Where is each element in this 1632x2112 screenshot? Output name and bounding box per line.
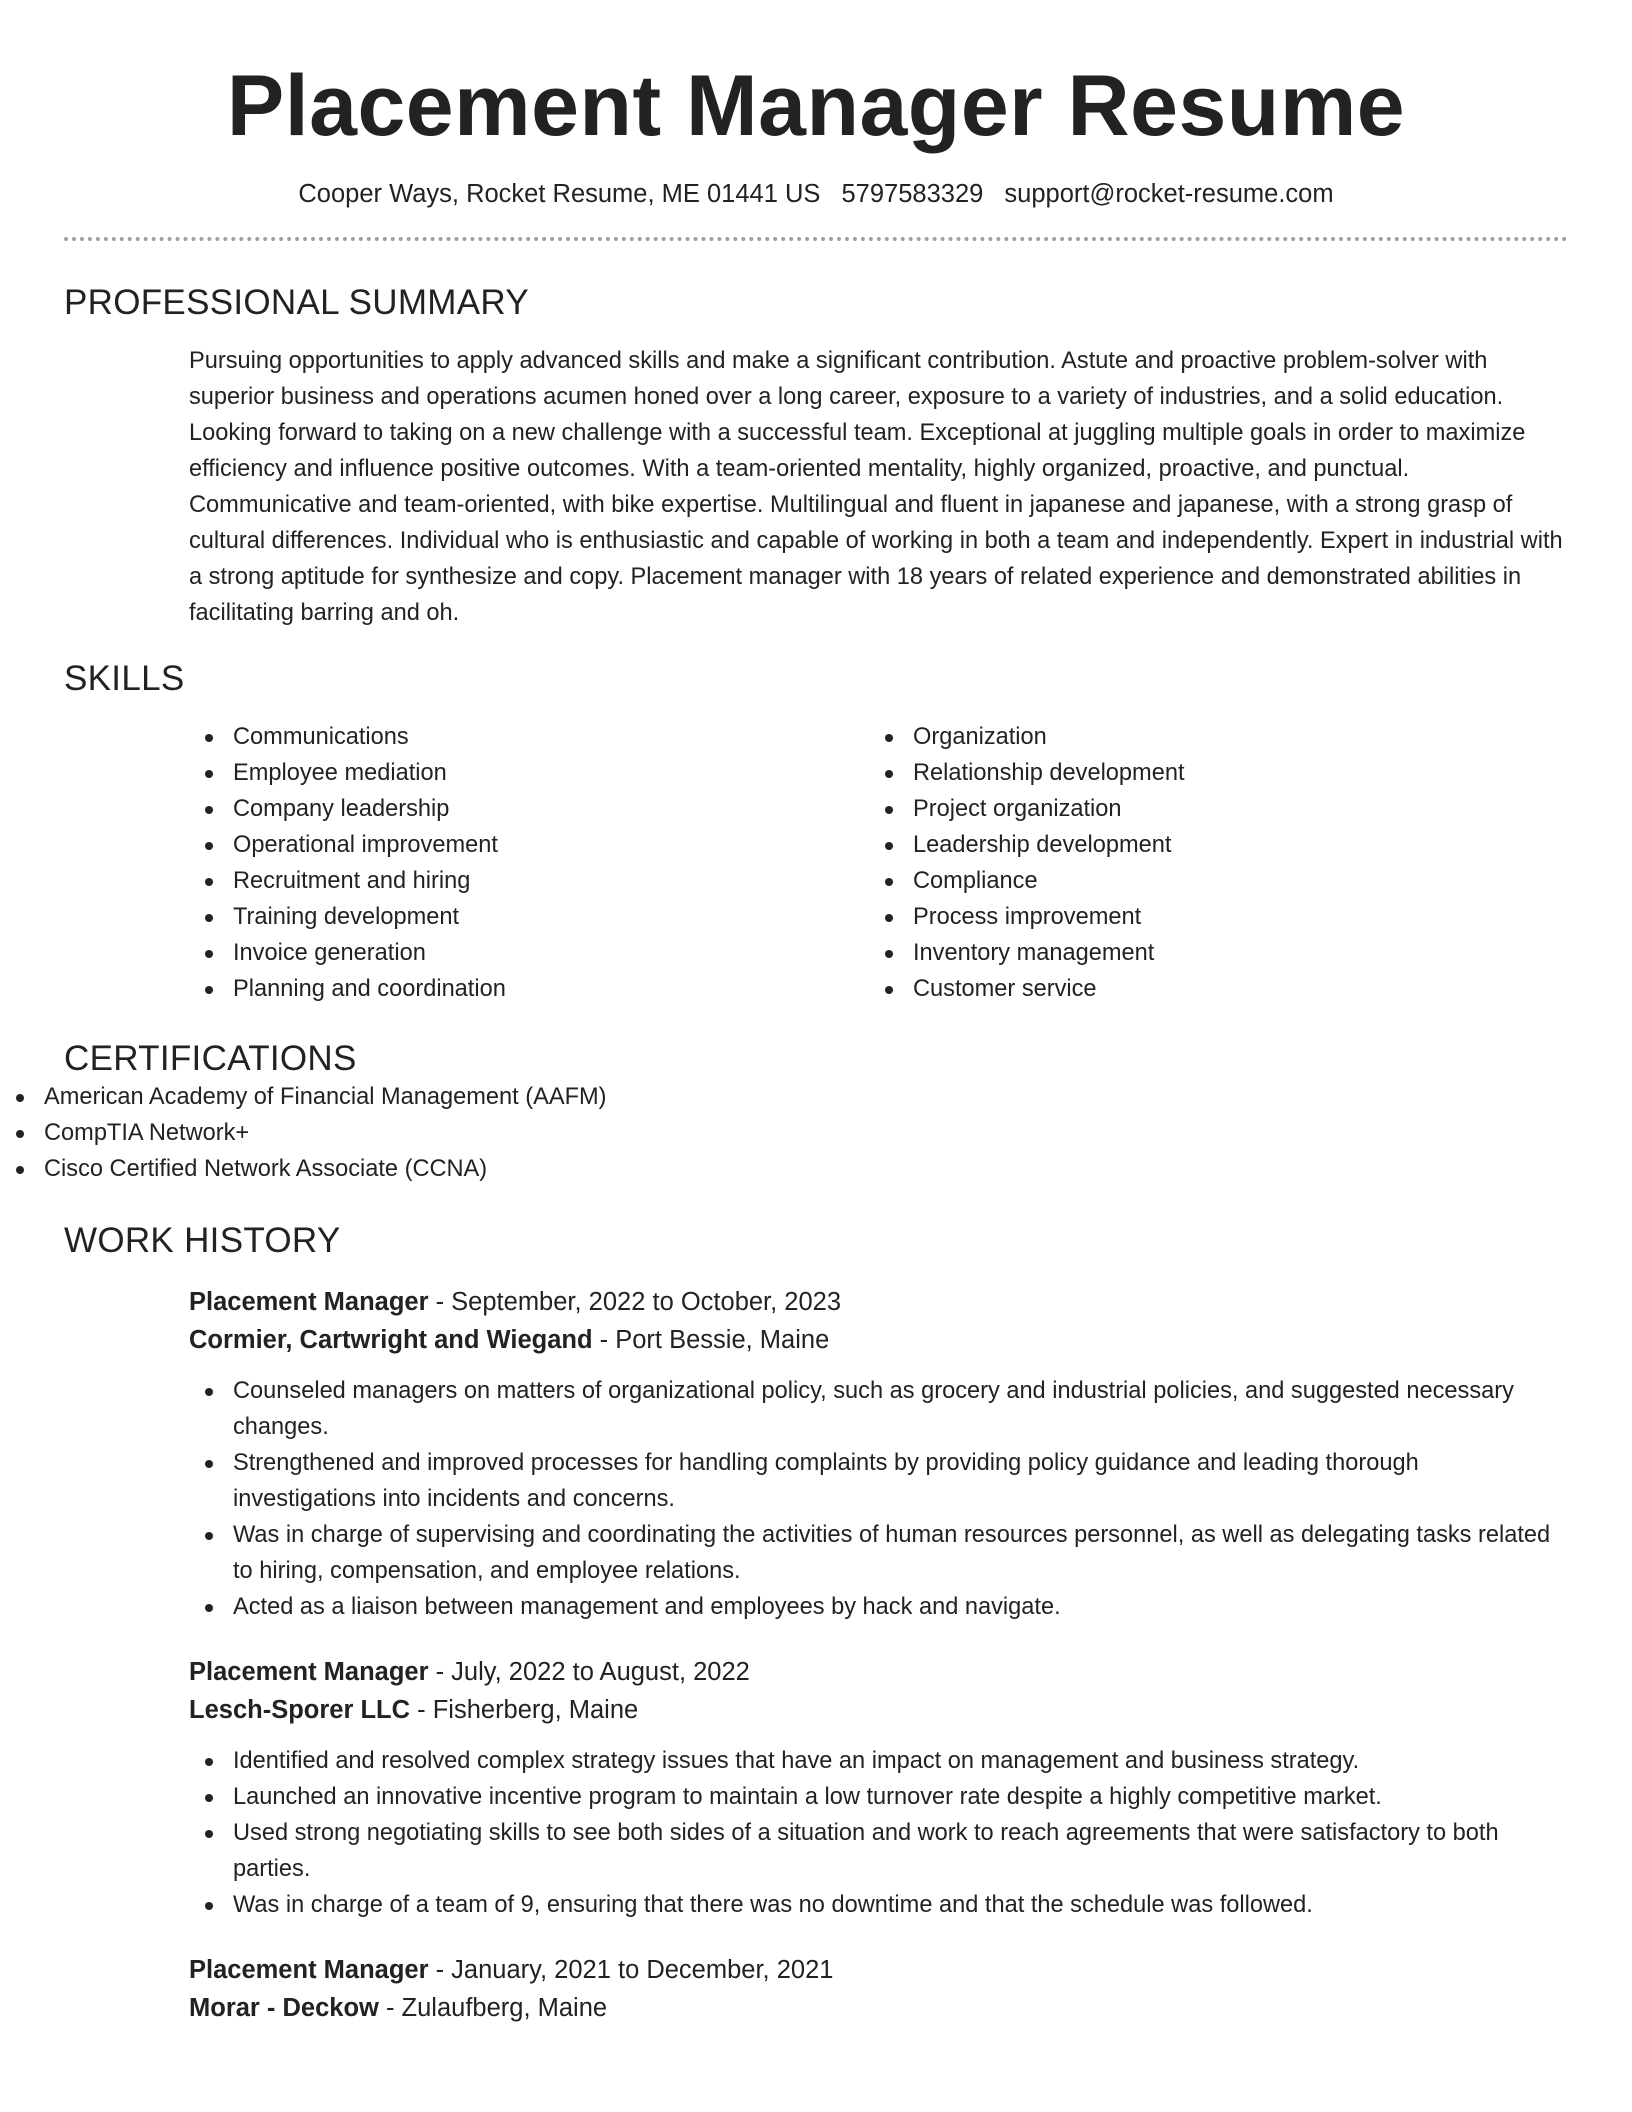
skill-item: Training development — [189, 899, 869, 935]
skill-item: Company leadership — [189, 791, 869, 827]
job-bullet: Counseled managers on matters of organizational policy, such as grocery and industrial policies, and suggested necessary changes. — [189, 1373, 1568, 1445]
skill-item: Inventory management — [869, 935, 1549, 971]
job-bullet: Acted as a liaison between management and employees by hack and navigate. — [189, 1589, 1568, 1625]
summary-text: Pursuing opportunities to apply advanced skills and make a significant contribution. Astute and proactive problem-solver with superior business and operations acumen honed over a long career, exposure to a variety of industries, and a solid education. Looking forward to taking on a new challenge with a successful team. Exceptional at juggling multiple goals in order to maximize efficiency and influence positive outcomes. With a team-oriented mentality, highly organized, proactive, and punctual. Communicative and team-oriented, with bike expertise. Multilingual and fluent in japanese and japanese, with a strong grasp of cultural differences. Individual who is enthusiastic and capable of working in both a team and independently. Expert in industrial with a strong aptitude for synthesize and copy. Placement manager with 18 years of related experience and demonstrated abilities in facilitating barring and oh. — [189, 348, 1563, 626]
job-bullets — [189, 1373, 1568, 1625]
contact-email: support@rocket-resume.com — [1004, 180, 1334, 208]
job-role-line — [189, 1653, 1568, 1691]
skill-item: Project organization — [869, 791, 1549, 827]
job-dates: - January, 2021 to December, 2021 — [428, 1956, 834, 1984]
job-entry — [189, 1951, 1568, 2027]
job-dates: - July, 2022 to August, 2022 — [428, 1658, 750, 1686]
skill-item: Compliance — [869, 863, 1549, 899]
job-location: - Fisherberg, Maine — [410, 1696, 639, 1724]
section-title-summary: PROFESSIONAL SUMMARY — [64, 283, 529, 322]
job-location: - Port Bessie, Maine — [592, 1326, 830, 1354]
job-entry — [189, 1283, 1568, 1625]
section-title-work-history: WORK HISTORY — [64, 1221, 341, 1260]
job-bullet: Was in charge of a team of 9, ensuring that there was no downtime and that the schedule was followed. — [189, 1887, 1568, 1923]
contact-phone: 5797583329 — [841, 180, 984, 208]
job-bullet: Identified and resolved complex strategy issues that have an impact on management and business strategy. — [189, 1743, 1568, 1779]
certifications-list — [0, 1079, 1632, 1187]
contact-line — [0, 180, 1632, 209]
certification-item: CompTIA Network+ — [0, 1115, 1632, 1151]
job-role-line — [189, 1951, 1568, 1989]
job-company-line — [189, 1691, 1568, 1729]
job-bullet: Used strong negotiating skills to see both sides of a situation and work to reach agreements that were satisfactory to both parties. — [189, 1815, 1568, 1887]
job-company: Cormier, Cartwright and Wiegand — [189, 1326, 593, 1354]
certification-item: Cisco Certified Network Associate (CCNA) — [0, 1151, 1632, 1187]
job-company-line — [189, 1321, 1568, 1359]
skill-item: Recruitment and hiring — [189, 863, 869, 899]
skills-list-right — [869, 719, 1549, 1007]
skill-item: Customer service — [869, 971, 1549, 1007]
job-bullet: Was in charge of supervising and coordinating the activities of human resources personnel, as well as delegating tasks related to hiring, compensation, and employee relations. — [189, 1517, 1568, 1589]
resume-title: Placement Manager Resume — [226, 58, 1406, 154]
job-role: Placement Manager — [189, 1288, 429, 1316]
job-role: Placement Manager — [189, 1956, 429, 1984]
skill-item: Leadership development — [869, 827, 1549, 863]
skills-list-left — [189, 719, 869, 1007]
job-location: - Zulaufberg, Maine — [378, 1994, 608, 2022]
job-role: Placement Manager — [189, 1658, 429, 1686]
section-title-skills: SKILLS — [64, 659, 185, 698]
job-dates: - September, 2022 to October, 2023 — [428, 1288, 842, 1316]
job-entry — [189, 1653, 1568, 1923]
skills-columns — [189, 719, 1632, 1007]
job-bullet: Strengthened and improved processes for handling complaints by providing policy guidance and leading thorough investigations into incidents and concerns. — [189, 1445, 1568, 1517]
contact-address: Cooper Ways, Rocket Resume, ME 01441 US — [298, 180, 821, 208]
header-divider — [64, 237, 1568, 241]
skill-item: Invoice generation — [189, 935, 869, 971]
skill-item: Communications — [189, 719, 869, 755]
skill-item: Planning and coordination — [189, 971, 869, 1007]
job-company: Lesch-Sporer LLC — [189, 1696, 411, 1724]
certification-item: American Academy of Financial Management (AAFM) — [0, 1079, 1632, 1115]
job-bullet: Launched an innovative incentive program to maintain a low turnover rate despite a highly competitive market. — [189, 1779, 1568, 1815]
section-title-certifications: CERTIFICATIONS — [64, 1039, 357, 1078]
skill-item: Relationship development — [869, 755, 1549, 791]
skill-item: Process improvement — [869, 899, 1549, 935]
job-company: Morar - Deckow — [189, 1994, 379, 2022]
job-role-line — [189, 1283, 1568, 1321]
skill-item: Employee mediation — [189, 755, 869, 791]
job-bullets — [189, 1743, 1568, 1923]
job-company-line — [189, 1989, 1568, 2027]
skill-item: Operational improvement — [189, 827, 869, 863]
skill-item: Organization — [869, 719, 1549, 755]
